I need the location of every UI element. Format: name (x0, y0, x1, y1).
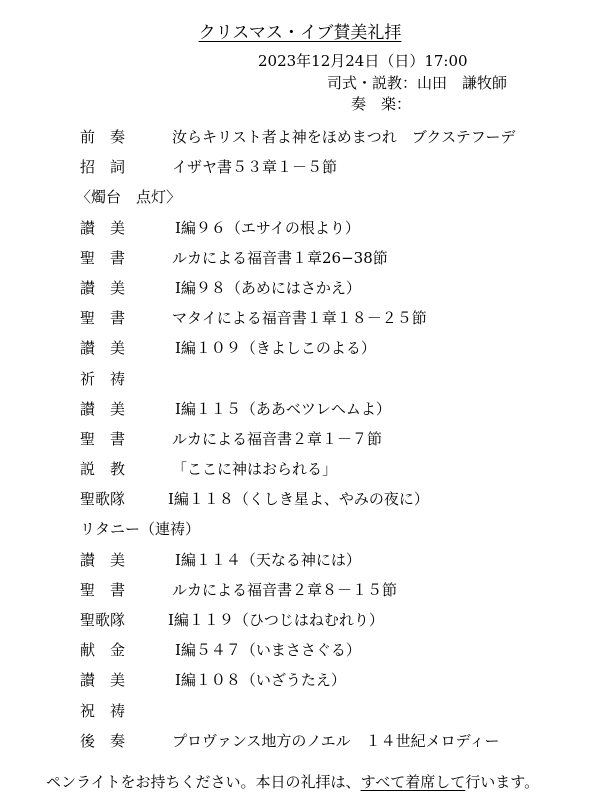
item-label: 聖歌隊 (80, 490, 126, 509)
footer-text-end: 行います。 (465, 773, 540, 791)
order-item (80, 217, 590, 247)
item-label: 讃 美 (80, 671, 126, 690)
item-text: イザヤ書５３章１－５節 (172, 158, 338, 177)
item-text: ルカによる福音書１章26−38節 (172, 248, 388, 267)
order-item (80, 639, 590, 669)
footer-emphasis: すべて着席して (360, 773, 466, 791)
order-item (80, 488, 590, 518)
item-text: Ⅰ編１０８（いざうたえ） (175, 671, 346, 690)
item-label: 説 教 (80, 460, 126, 479)
order-item (80, 669, 590, 699)
order-item (80, 126, 590, 156)
order-item (80, 156, 590, 186)
order-item (80, 368, 590, 398)
order-item (80, 579, 590, 609)
item-label: 招 詞 (80, 158, 126, 177)
item-heading: 〈燭台 点灯〉 (76, 188, 182, 207)
order-item (80, 337, 590, 367)
order-item (80, 700, 590, 730)
bulletin-title (0, 18, 600, 43)
item-text: Ⅰ編１０９（きよしこのよる） (175, 339, 376, 358)
item-label: 祈 祷 (80, 369, 126, 388)
item-label: 讃 美 (80, 218, 126, 237)
item-label: 後 奏 (80, 731, 126, 750)
item-label: 讃 美 (80, 339, 126, 358)
order-of-service (76, 126, 590, 760)
order-item (80, 277, 590, 307)
item-label: 祝 祷 (80, 701, 126, 720)
item-label: 聖 書 (80, 309, 126, 328)
item-label: 聖歌隊 (80, 611, 126, 629)
item-text: Ⅰ編１１８（くしき星よ、やみの夜に） (168, 490, 429, 509)
item-text: Ⅰ編１１４（天なる神には） (175, 550, 361, 569)
item-text: 「ここに神はおられる」 (172, 460, 338, 479)
item-label: 前 奏 (80, 128, 126, 146)
order-item (80, 398, 590, 428)
order-item (80, 428, 590, 458)
item-label: 聖 書 (80, 429, 126, 448)
officiant: 司式・説教：山田 謙牧師 (327, 74, 508, 92)
item-text: ルカによる福音書２章１－７節 (172, 429, 383, 448)
order-item (80, 458, 590, 488)
footer-note (46, 771, 600, 792)
service-date: 2023年12月24日（日）17:00 (258, 52, 468, 70)
order-item (80, 730, 590, 760)
item-text: 汝らキリスト者よ神をほめまつれ ブクステフーデ (172, 128, 516, 146)
item-label: 献 金 (80, 641, 126, 660)
item-label: 讃 美 (80, 278, 126, 297)
order-item (80, 549, 590, 579)
order-item (80, 247, 590, 277)
item-label: 讃 美 (80, 399, 126, 418)
item-heading: リタニー（連祷） (80, 520, 201, 539)
item-text: Ⅰ編１１５（ああベツレヘムよ） (175, 399, 391, 418)
order-item (76, 186, 590, 216)
item-text: プロヴァンス地方のノエル １４世紀メロディー (172, 731, 500, 750)
bulletin-title-text: クリスマス・イブ賛美礼拝 (198, 23, 402, 43)
item-text: Ⅰ編９６（エサイの根より） (175, 218, 360, 237)
item-text: Ⅰ編１１９（ひつじはねむれり） (168, 611, 384, 629)
item-text: マタイによる福音書１章１８－２５節 (172, 309, 427, 328)
footer-text: ペンライトをお持ちください。本日の礼拝は、 (46, 773, 361, 791)
order-item (80, 518, 590, 548)
item-label: 聖 書 (80, 248, 126, 267)
item-label: 聖 書 (80, 580, 126, 599)
item-text: Ⅰ編５４７（いまささぐる） (175, 641, 361, 660)
item-text: Ⅰ編９８（あめにはさかえ） (175, 278, 361, 297)
order-item (80, 307, 590, 337)
item-text: ルカによる福音書２章８－１５節 (172, 580, 398, 599)
item-label: 讃 美 (80, 550, 126, 569)
order-item (80, 609, 590, 639)
organist: 奏 楽： (351, 95, 412, 113)
